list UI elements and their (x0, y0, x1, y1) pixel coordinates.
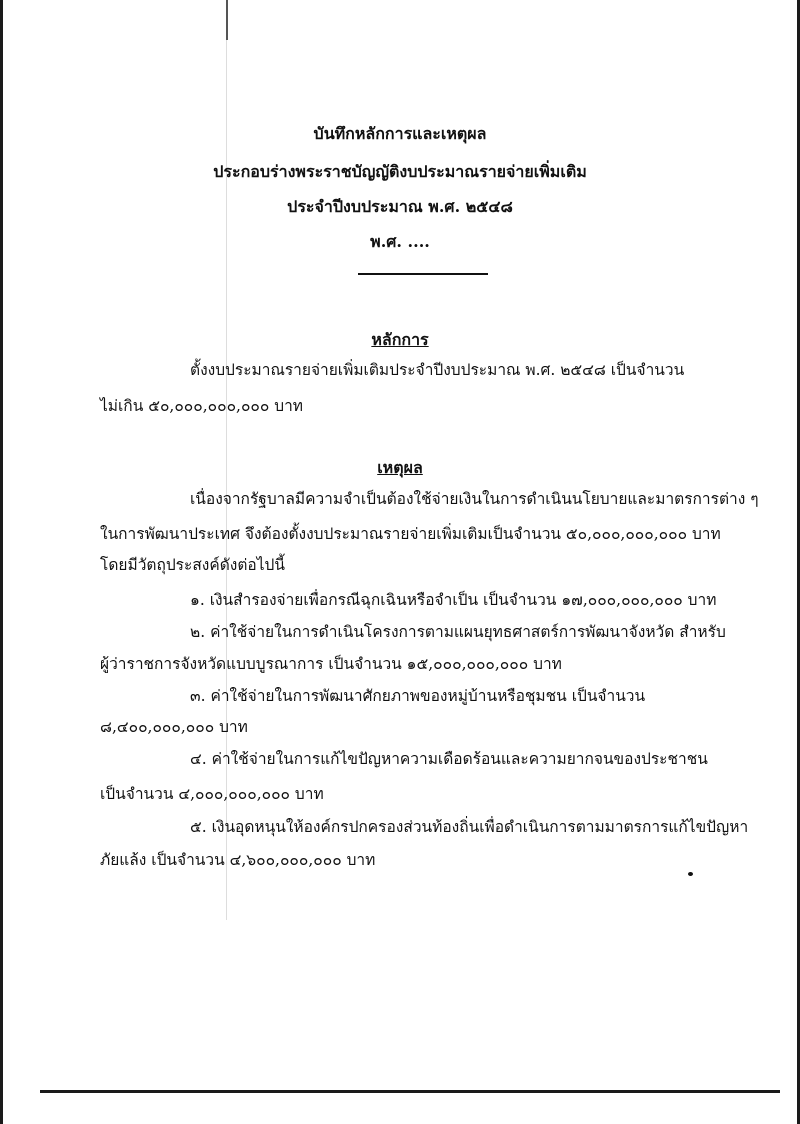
principle-text-line1: ตั้งงบประมาณรายจ่ายเพิ่มเติมประจำปีงบประมาณ พ.ศ. ๒๕๔๘ เป็นจำนวน (190, 361, 685, 379)
reason-item4-line1: ๔. ค่าใช้จ่ายในการแก้ไขปัญหาความเดือดร้อนและความยากจนของประชาชน (190, 750, 708, 768)
memo-year-placeholder: พ.ศ. .... (370, 232, 430, 251)
reason-item4-line2: เป็นจำนวน ๔,๐๐๐,๐๐๐,๐๐๐ บาท (100, 785, 324, 803)
memo-fiscal-year: ประจำปีงบประมาณ พ.ศ. ๒๕๔๘ (287, 197, 513, 216)
title-separator (358, 273, 488, 275)
reason-item3-line2: ๘,๔๐๐,๐๐๐,๐๐๐ บาท (100, 718, 248, 736)
reason-item5-line2: ภัยแล้ง เป็นจำนวน ๔,๖๐๐,๐๐๐,๐๐๐ บาท (100, 851, 376, 869)
ink-speck (688, 872, 693, 876)
reason-item1: ๑. เงินสำรองจ่ายเพื่อกรณีฉุกเฉินหรือจำเป็น เป็นจำนวน ๑๗,๐๐๐,๐๐๐,๐๐๐ บาท (190, 591, 717, 609)
reason-intro-line2: ในการพัฒนาประเทศ จึงต้องตั้งงบประมาณรายจ่ายเพิ่มเติมเป็นจำนวน ๕๐,๐๐๐,๐๐๐,๐๐๐ บาท (100, 525, 721, 543)
reason-item2-line1: ๒. ค่าใช้จ่ายในการดำเนินโครงการตามแผนยุทธศาสตร์การพัฒนาจังหวัด สำหรับ (190, 623, 726, 641)
reason-item2-line2: ผู้ว่าราชการจังหวัดแบบบูรณาการ เป็นจำนวน ๑๕,๐๐๐,๐๐๐,๐๐๐ บาท (100, 655, 562, 673)
principle-heading: หลักการ (371, 330, 429, 349)
reason-heading: เหตุผล (377, 458, 423, 477)
principle-text-line2: ไม่เกิน ๕๐,๐๐๐,๐๐๐,๐๐๐ บาท (100, 397, 304, 415)
scan-artifact-line (226, 0, 228, 40)
reason-intro-line3: โดยมีวัตถุประสงค์ดังต่อไปนี้ (100, 556, 285, 574)
scan-border-bottom (40, 1090, 780, 1093)
reason-intro-line1: เนื่องจากรัฐบาลมีความจำเป็นต้องใช้จ่ายเงินในการดำเนินนโยบายและมาตรการต่าง ๆ (190, 490, 759, 508)
reason-item5-line1: ๕. เงินอุดหนุนให้องค์กรปกครองส่วนท้องถิ่นเพื่อดำเนินการตามมาตรการแก้ไขปัญหา (190, 818, 749, 836)
memo-subtitle: ประกอบร่างพระราชบัญญัติงบประมาณรายจ่ายเพิ่มเติม (213, 162, 587, 181)
reason-item3-line1: ๓. ค่าใช้จ่ายในการพัฒนาศักยภาพของหมู่บ้านหรือชุมชน เป็นจำนวน (190, 687, 646, 705)
memo-title: บันทึกหลักการและเหตุผล (313, 124, 487, 143)
